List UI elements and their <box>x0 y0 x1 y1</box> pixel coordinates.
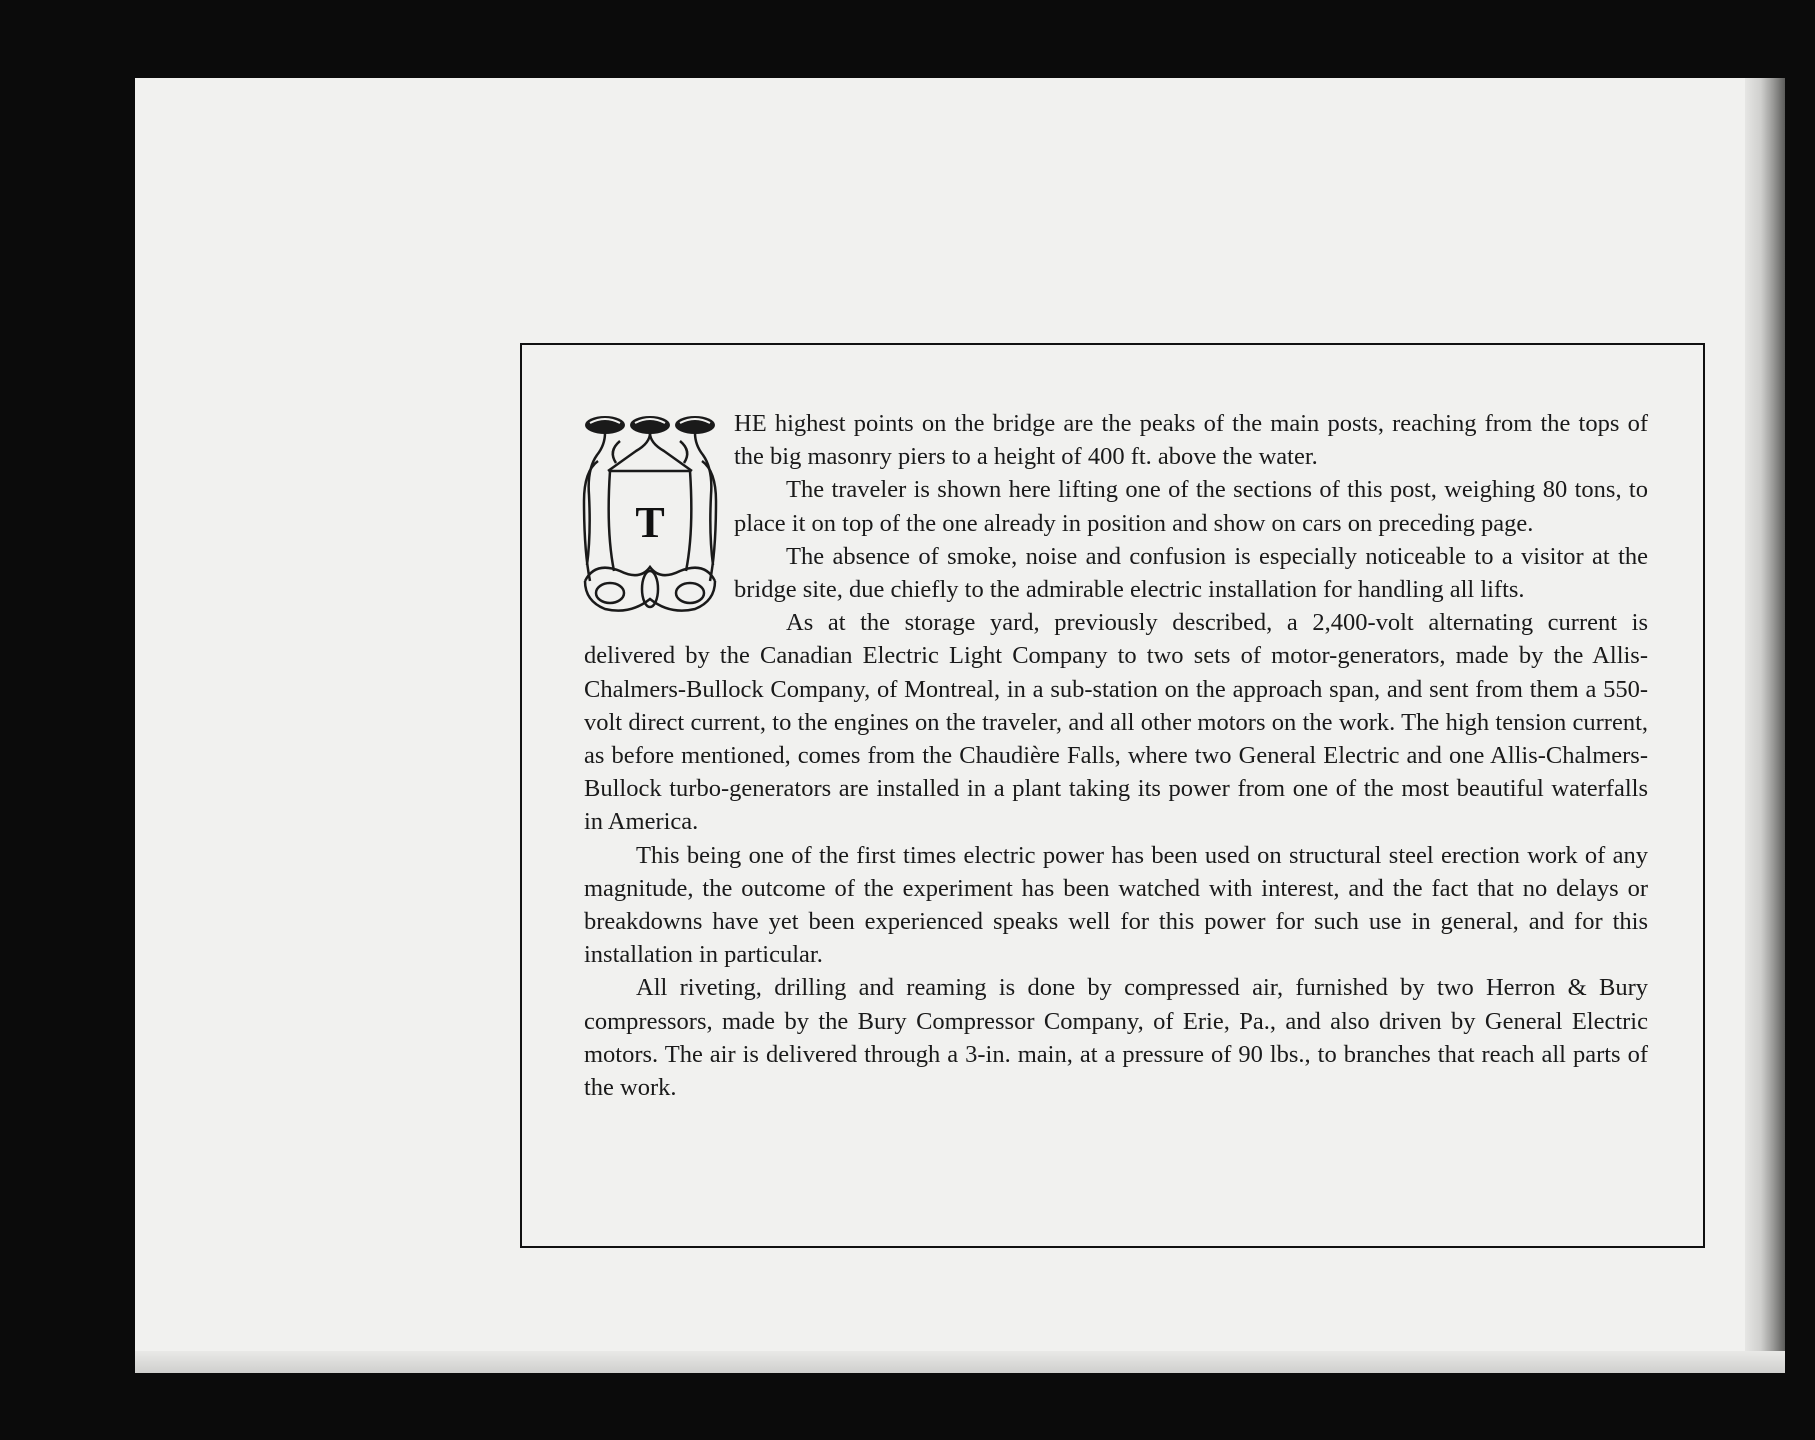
ornamental-dropcap <box>580 411 720 615</box>
art-nouveau-flower-icon <box>580 411 720 615</box>
paragraph-3: The absence of smoke, noise and confusion is especially noticeable to a visitor at the bridge site, due chiefly to the admirable electric installation for handling all lifts. <box>734 542 1648 604</box>
text-frame <box>520 343 1705 1248</box>
dropcap-letter: T <box>635 498 665 547</box>
page-bottom-edge <box>135 1351 1785 1373</box>
paragraph-6: All riveting, drilling and reaming is done by compressed air, furnished by two Herron & Bury compressors, made by the Bury Compressor Company, of Erie, Pa., and also driven by General Electric motors. The air is delivered through a 3-in. main, at a pressure of 90 lbs., to branches that reach all parts of the work. <box>584 974 1648 1102</box>
paragraph-1: HE highest points on the bridge are the peaks of the main posts, reaching from the tops of the big masonry piers to a height of 400 ft. above the water. <box>734 410 1648 471</box>
scanned-page <box>135 78 1785 1373</box>
page-edge-shadow <box>1745 78 1785 1373</box>
paragraph-5: This being one of the first times electric power has been used on structural steel erection work of any magnitude, the outcome of the experiment has been watched with interest, and the fact that no delays or breakdowns have yet been experienced speaks well for this power for such use in general, and for this installation in particular. <box>584 841 1648 969</box>
paragraph-2: The traveler is shown here lifting one of the sections of this post, weighing 80 tons, to place it on top of the one already in position and show on cars on preceding page. <box>734 476 1648 537</box>
body-text <box>584 407 1648 1104</box>
paragraph-4: As at the storage yard, previously described, a 2,400-volt alternating current is delivered by the Canadian Electric Light Company to two sets of motor-generators, made by the Allis-Chalmers-Bullock Company, of Montreal, in a sub-station on the approach span, and sent from them a 550-volt direct current, to the engines on the traveler, and all other motors on the work. The high tension current, as before mentioned, comes from the Chaudière Falls, where two General Electric and one Allis-Chalmers-Bullock turbo-generators are installed in a plant taking its power from one of the most beautiful waterfalls in America. <box>584 609 1648 836</box>
